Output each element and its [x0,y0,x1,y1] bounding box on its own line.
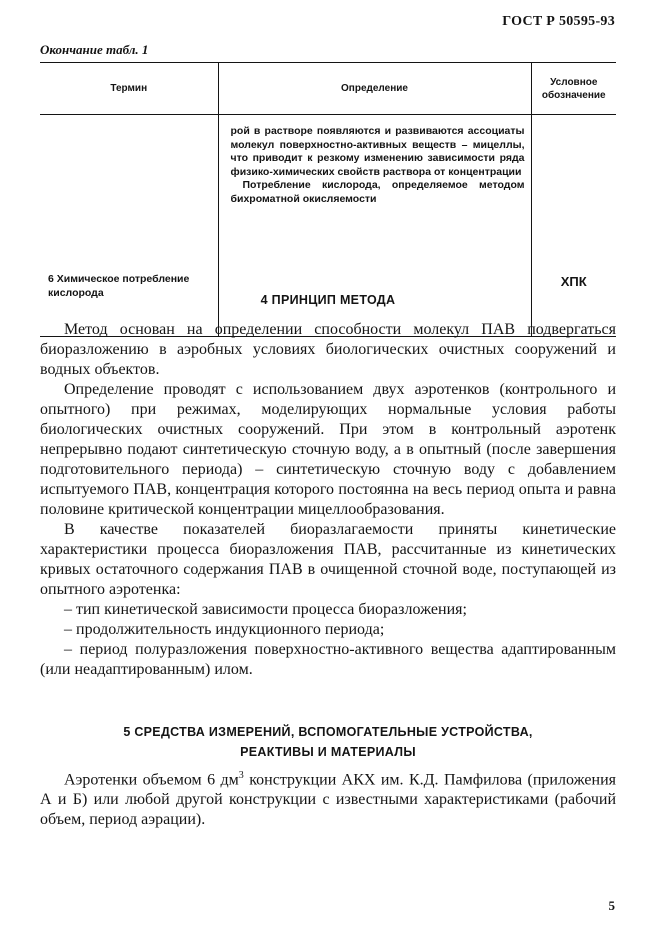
list-item: – период полуразложения поверхностно-активного вещества адаптированным (или неадаптированным) илом. [40,641,616,678]
section-5-heading-line-2: РЕАКТИВЫ И МАТЕРИАЛЫ [240,745,416,759]
section-4-body [40,320,616,680]
document-code: ГОСТ Р 50595-93 [502,14,615,29]
paragraph-part-2: конструкции АКХ им. К.Д. Памфилова (приложения А и Б) или любой другой конструкции с известными характеристиками (рабочий объем, период аэрации). [40,771,616,829]
section-4-heading: 4 ПРИНЦИП МЕТОДА [260,293,396,307]
symbol-text: ХПК [560,274,587,289]
page-number: 5 [608,898,615,913]
definition-text: Потребление кислорода, определяемое методом бихроматной окисляемости [230,179,525,205]
paragraph: В качестве показателей биоразлагаемости приняты кинетические характеристики процесса биоразложения ПАВ, рассчитанные из кинетических кривых остаточного содержания ПАВ в очищенной сточной воде, поступающей из опытного аэротенка: [40,521,616,598]
list-item: – продолжительность индукционного периода; [64,621,385,638]
term-text: 6 Химическое потребление кислорода [48,273,190,299]
paragraph: Определение проводят с использованием двух аэротенков (контрольного и опытного) при режимах, моделирующих нормальные условия работы биологических очистных сооружений. При этом в контрольный аэротенк непрерывно подают синтетическую сточную воду, а в опытный (после завершения подготовительного периода) – синтетическую сточную воду с добавлением испытуемого ПАВ, концентрация которого постоянна на весь период опыта и равна половине критической концентрации мицеллообразования. [40,381,616,518]
paragraph: Метод основан на определении способности молекул ПАВ подвергаться биоразложению в аэробных условиях биологических очистных сооружений и водных объектов. [40,321,616,378]
definition-continuation: рой в растворе появляются и развиваются ассоциаты молекул поверхностно-активных веществ – мицеллы, что приводит к резкому изменению зависимости ряда физико-химических свойств раствора от концентрации [230,125,525,178]
paragraph [40,766,616,830]
table-header-row [40,63,616,115]
section-5-heading [40,722,616,762]
table-caption: Окончание табл. 1 [40,42,149,57]
paragraph-part-1: Аэротенки объемом 6 дм [64,771,239,789]
section-5-heading-line-1: 5 СРЕДСТВА ИЗМЕРЕНИЙ, ВСПОМОГАТЕЛЬНЫЕ УСТРОЙСТВА, [123,725,533,739]
superscript-3: 3 [238,770,244,781]
list-item: – тип кинетической зависимости процесса биоразложения; [64,601,467,618]
section-5-body [40,766,616,830]
column-header-definition: Определение [218,63,531,115]
column-header-symbol: Условное обозначение [531,63,616,115]
column-header-term: Термин [40,63,218,115]
